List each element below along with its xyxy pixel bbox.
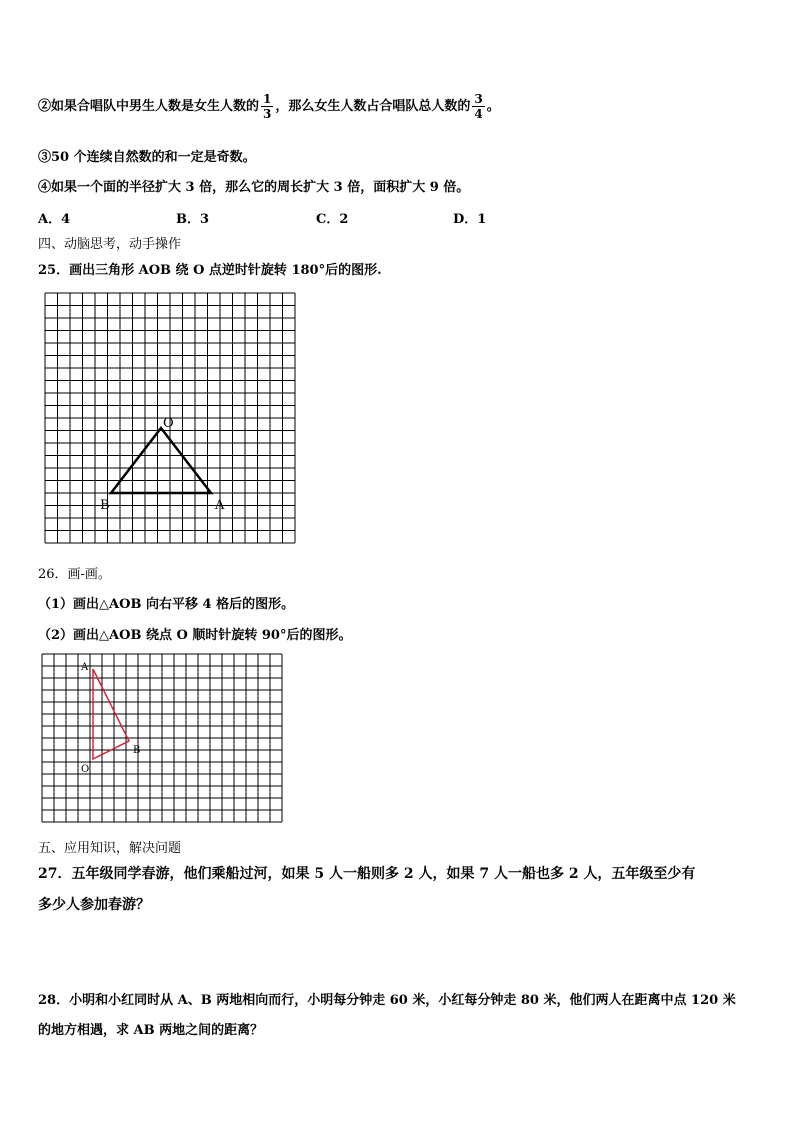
grid-q26 — [41, 653, 287, 831]
option-a: A．4 — [38, 212, 71, 227]
option-d: D．1 — [453, 212, 487, 227]
question-28-line-2: 的地方相遇，求 AB 两地之间的距离？ — [38, 1023, 264, 1038]
fraction-denominator: 4 — [474, 107, 483, 121]
question-28-line-1: 28．小明和小红同时从 A、B 两地相向而行，小明每分钟走 60 米，小红每分钟走 80 米，他们两人在距离中点 120 米 — [38, 993, 736, 1008]
label-o: O — [81, 764, 90, 775]
question-25: 25．画出三角形 AOB 绕 O 点逆时针旋转 180°后的图形. — [38, 263, 382, 278]
section-5-heading: 五、应用知识，解决问题 — [38, 841, 182, 856]
question-26-title: 26．画-画。 — [38, 567, 111, 582]
statement-2-middle: ，那么女生人数占合唱队总人数的 — [275, 99, 471, 114]
question-26-part-1: （1）画出△AOB 向右平移 4 格后的图形。 — [38, 597, 295, 612]
section-4-heading: 四、动脑思考，动手操作 — [38, 237, 182, 252]
triangle-aob — [111, 428, 211, 493]
fraction-numerator: 3 — [474, 92, 483, 106]
label-b: B — [100, 498, 110, 513]
statement-2-suffix: 。 — [486, 99, 500, 114]
question-26-part-2: （2）画出△AOB 绕点 O 顺时针旋转 90°后的图形。 — [38, 628, 352, 643]
statement-2-prefix: ②如果合唱队中男生人数是女生人数的 — [38, 99, 260, 114]
fraction-three-fourths — [472, 92, 484, 121]
statement-3: ③50 个连续自然数的和一定是奇数。 — [38, 150, 256, 165]
grid-q25 — [44, 292, 296, 544]
statement-2 — [38, 92, 500, 121]
fraction-one-third — [261, 92, 273, 121]
statement-4: ④如果一个面的半径扩大 3 倍，那么它的周长扩大 3 倍，面积扩大 9 倍。 — [38, 180, 470, 195]
fraction-denominator: 3 — [263, 107, 272, 121]
question-27-line-2: 多少人参加春游？ — [38, 897, 150, 913]
label-o: O — [163, 416, 174, 431]
label-a: A — [81, 662, 89, 673]
label-a: A — [215, 498, 225, 513]
label-b: B — [133, 745, 141, 756]
option-b: B．3 — [176, 212, 210, 227]
fraction-numerator: 1 — [263, 92, 272, 106]
option-c: C．2 — [316, 212, 349, 227]
question-27-line-1: 27．五年级同学春游，他们乘船过河，如果 5 人一船则多 2 人，如果 7 人一船也多 2 人，五年级至少有 — [38, 866, 696, 882]
grid-lines — [42, 654, 282, 822]
